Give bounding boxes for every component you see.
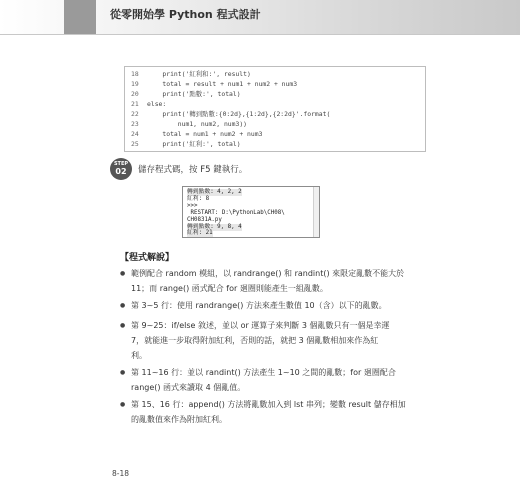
output-line: RESTART: D:\PythonLab\CH08\ xyxy=(187,210,285,216)
shell-output-window xyxy=(182,186,320,238)
step-badge xyxy=(110,158,132,180)
step-number: 02 xyxy=(115,167,127,176)
explanation-line: 利。 xyxy=(131,351,147,360)
explanation-line: 第 11~16 行：並以 randint() 方法產生 1~10 之間的亂數；for 廻圈配合 xyxy=(131,368,396,377)
step-word: STEP xyxy=(113,161,129,167)
output-line: 轉到點數: 4, 2, 2 xyxy=(187,189,242,195)
code-listing xyxy=(124,66,426,152)
line-number: 22 xyxy=(131,110,139,118)
output-line: 紅利: 21 xyxy=(187,230,213,236)
line-number: 21 xyxy=(131,100,139,108)
output-line: CH0831A.py xyxy=(187,217,222,223)
line-number: 23 xyxy=(131,120,139,128)
book-title: 從零開始學 Python 程式設計 xyxy=(110,8,261,21)
code-text: total = result + num1 + num2 + num3 xyxy=(147,80,298,88)
line-number: 19 xyxy=(131,80,139,88)
explanation-line: 的亂數值來作為附加紅利。 xyxy=(131,415,227,424)
explanation-line: 11；而 range() 函式配合 for 廻圈則能產生一組亂數。 xyxy=(131,284,328,293)
page-number: 8-18 xyxy=(112,469,130,478)
bullet-icon: ● xyxy=(120,302,126,309)
line-number: 20 xyxy=(131,90,139,98)
explanation-line: 第 15、16 行：append() 方法將亂數加入到 lst 串列；變數 result 儲存相加 xyxy=(131,400,406,409)
output-line: 轉到點數: 9, 8, 4 xyxy=(187,224,242,230)
output-line: 紅利: 8 xyxy=(187,196,210,202)
bullet-icon: ● xyxy=(120,401,126,408)
explanation-line: 第 9~25：if/else 敘述，並以 or 運算子來判斷 3 個亂數只有一個是幸運 xyxy=(131,321,390,330)
section-title: 【程式解說】 xyxy=(120,253,175,263)
header-divider xyxy=(0,34,520,35)
header-tab-block xyxy=(64,0,96,34)
output-line: >>> xyxy=(187,203,198,209)
line-number: 24 xyxy=(131,130,139,138)
step-instruction: 儲存程式碼，按 F5 鍵執行。 xyxy=(138,165,248,175)
code-text: num1, num2, num3)) xyxy=(147,120,248,128)
explanation-line: 7，就能進一步取得附加紅利，否則的話，就把 3 個亂數相加來作為紅 xyxy=(131,336,379,345)
line-number: 18 xyxy=(131,70,139,78)
code-text: total = num1 + num2 + num3 xyxy=(147,130,263,138)
bullet-icon: ● xyxy=(120,322,126,329)
code-text: print('紅利和:', result) xyxy=(147,70,251,78)
bullet-icon: ● xyxy=(120,270,126,277)
explanation-line: range() 函式來讀取 4 個亂值。 xyxy=(131,383,246,392)
code-line xyxy=(125,139,425,150)
line-number: 25 xyxy=(131,140,139,148)
code-text: else: xyxy=(147,100,167,108)
code-text: print('轉到點數:{0:2d},{1:2d},{2:2d}'.format( xyxy=(147,110,331,118)
bullet-icon: ● xyxy=(120,369,126,376)
output-scrollbar[interactable] xyxy=(313,187,319,237)
code-text: print('紅利:', total) xyxy=(147,140,241,148)
code-text: print('點數:', total) xyxy=(147,90,241,98)
explanation-line: 範例配合 random 模組，以 randrange() 和 randint() 來限定亂數不能大於 xyxy=(131,269,405,278)
explanation-line: 第 3~5 行：使用 randrange() 方法來產生數值 10（含）以下的亂數。 xyxy=(131,301,387,310)
